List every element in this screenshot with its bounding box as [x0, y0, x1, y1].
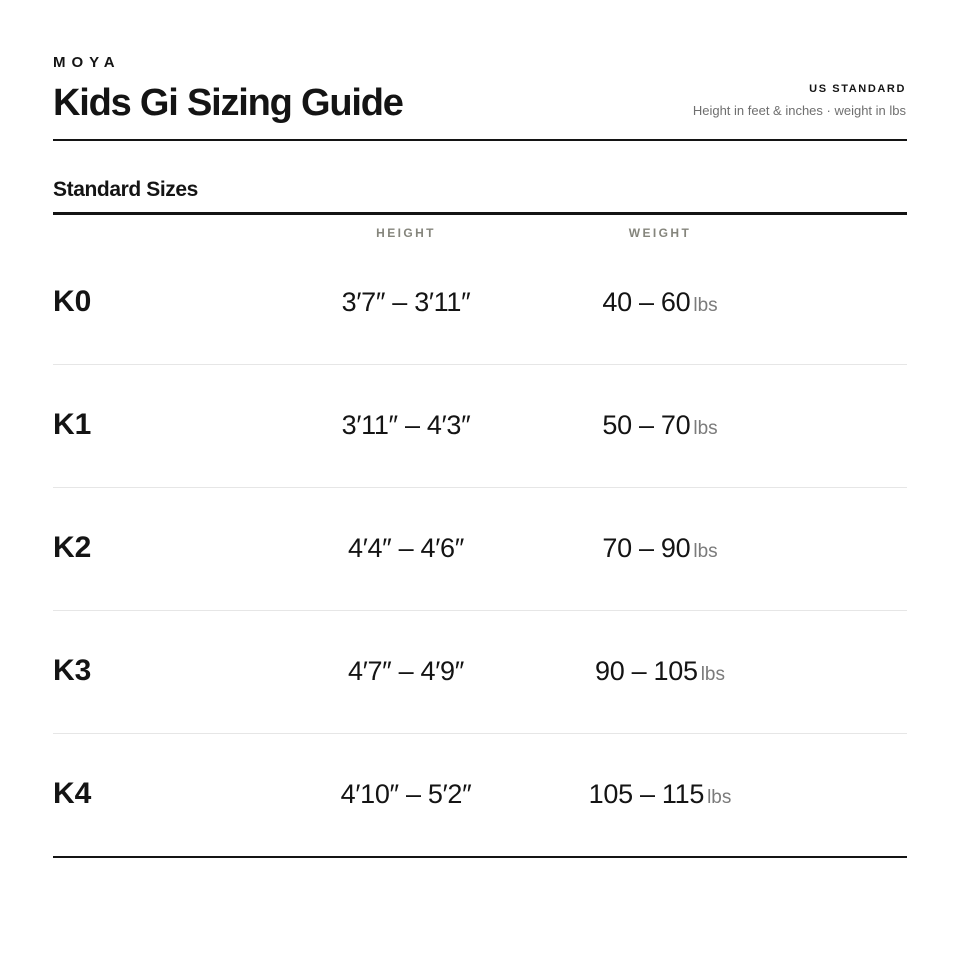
column-header-weight: WEIGHT	[628, 226, 692, 240]
height-range: 3′11″ – 4′3″	[341, 410, 471, 440]
height-range: 4′4″ – 4′6″	[347, 533, 465, 563]
section-title: Standard Sizes	[53, 178, 198, 201]
weight-cell	[560, 775, 760, 818]
weight-cell	[560, 652, 760, 695]
size-code: K2	[53, 531, 92, 564]
height-range: 3′7″ – 3′11″	[341, 287, 471, 317]
weight-cell	[560, 283, 760, 326]
table-row	[53, 734, 907, 858]
units-note: Height in feet & inches · weight in lbs	[692, 103, 906, 118]
weight-unit: lbs	[700, 664, 725, 685]
header-divider	[53, 139, 907, 141]
height-range: 4′7″ – 4′9″	[347, 656, 465, 686]
size-code: K4	[53, 777, 92, 810]
weight-unit: lbs	[693, 418, 718, 439]
table-row	[53, 242, 907, 365]
table-row	[53, 611, 907, 734]
weight-range: 105 – 115	[588, 779, 705, 809]
sizing-standard-info	[693, 82, 906, 119]
weight-cell	[560, 406, 760, 449]
height-range: 4′10″ – 5′2″	[340, 779, 472, 809]
size-code: K3	[53, 654, 92, 687]
weight-range: 90 – 105	[595, 656, 698, 686]
table-row	[53, 488, 907, 611]
column-header-height: HEIGHT	[376, 226, 436, 240]
weight-range: 40 – 60	[602, 287, 691, 317]
weight-cell	[560, 529, 760, 572]
size-code: K1	[53, 408, 92, 441]
size-table	[53, 242, 907, 858]
standard-label: US STANDARD	[809, 83, 906, 95]
page-title: Kids Gi Sizing Guide	[53, 82, 403, 124]
section-divider	[53, 212, 907, 215]
weight-unit: lbs	[707, 787, 732, 808]
table-row	[53, 365, 907, 488]
weight-unit: lbs	[693, 295, 718, 316]
brand-name: MOYA	[53, 54, 121, 71]
weight-range: 70 – 90	[602, 533, 691, 563]
weight-unit: lbs	[693, 541, 718, 562]
weight-range: 50 – 70	[602, 410, 691, 440]
size-code: K0	[53, 285, 92, 318]
